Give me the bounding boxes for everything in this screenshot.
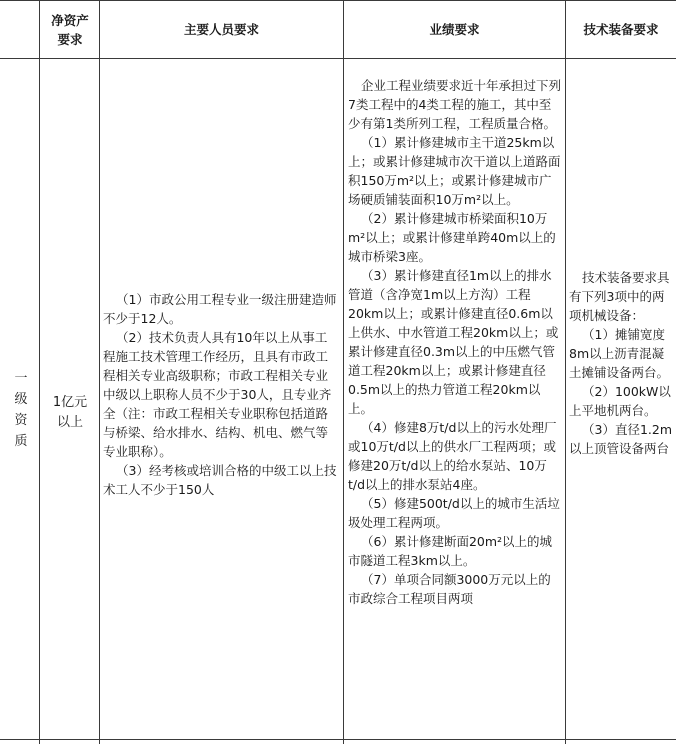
grade-cell xyxy=(11,368,31,452)
header-personnel-label: 主要人员要求 xyxy=(183,22,259,37)
equipment-item-3: （3）直径1.2m以上顶管设备两台 xyxy=(569,422,673,456)
header-performance xyxy=(344,1,565,58)
header-equipment xyxy=(566,1,676,58)
net-assets-cell xyxy=(51,393,89,433)
performance-item-1: （1）累计修建城市主干道25km以上；或累计修建城市次干道以上道路面积150万m²以上；或累计修建城市广场硬质铺装面积10万m²以上。 xyxy=(348,135,561,207)
performance-item-3: （3）累计修建直径1m以上的排水管道（含净宽1m以上方沟）工程20km以上；或累计修建直径0.6m以上供水、中水管道工程20km以上；或累计修建直径0.3m以上的中压燃气管道工程20km以上；或累计修建直径0.5m以上的热力管道工程20km以上。 xyxy=(348,268,559,416)
equipment-item-1: （1）摊铺宽度8m以上沥青混凝土摊铺设备两台。 xyxy=(569,327,670,380)
performance-intro: 企业工程业绩要求近十年承担过下列7类工程中的4类工程的施工，其中至少有第1类所列工程，工程质量合格。 xyxy=(348,78,562,131)
equipment-cell xyxy=(569,268,673,458)
header-net-assets-label: 净资产要求 xyxy=(51,12,89,47)
header-blank xyxy=(0,1,39,58)
personnel-cell xyxy=(103,290,339,499)
column-divider-3 xyxy=(343,0,344,744)
personnel-item-1: （1）市政公用工程专业一级注册建造师不少于12人。 xyxy=(103,292,337,326)
personnel-item-3: （3）经考核或培训合格的中级工以上技术工人不少于150人 xyxy=(103,463,337,497)
performance-item-7: （7）单项合同额3000万元以上的市政综合工程项目两项 xyxy=(348,572,551,606)
performance-cell xyxy=(348,76,562,608)
performance-item-6: （6）累计修建断面20m²以上的城市隧道工程3km以上。 xyxy=(348,534,553,568)
header-performance-label: 业绩要求 xyxy=(429,22,480,37)
performance-item-2: （2）累计修建城市桥梁面积10万m²以上；或累计修建单跨40m以上的城市桥梁3座。 xyxy=(348,211,556,264)
header-equipment-label: 技术装备要求 xyxy=(583,22,659,37)
equipment-intro: 技术装备要求具有下列3项中的两项机械设备： xyxy=(569,270,670,323)
column-divider-2 xyxy=(99,0,100,744)
net-assets-value: 1亿元以上 xyxy=(52,395,88,430)
header-bottom-border xyxy=(0,58,676,59)
personnel-item-2: （2）技术负责人具有10年以上从事工程施工技术管理工作经历，且具有市政工程相关专业高级职称；市政工程相关专业中级以上职称人员不少于30人，且专业齐全（注：市政工程相关专业职称包括道路与桥梁、给水排水、结构、机电、燃气等专业职称）。 xyxy=(103,330,332,459)
equipment-item-2: （2）100kW以上平地机两台。 xyxy=(569,384,671,418)
column-divider-1 xyxy=(39,0,40,744)
column-divider-4 xyxy=(565,0,566,744)
grade-label: 一级资质 xyxy=(14,371,28,449)
header-personnel xyxy=(100,1,343,58)
header-net-assets xyxy=(42,1,98,58)
performance-item-4: （4）修建8万t/d以上的污水处理厂或10万t/d以上的供水厂工程两项；或修建20万t/d以上的给水泵站、10万t/d以上的排水泵站4座。 xyxy=(348,420,557,492)
table-bottom-border xyxy=(0,739,676,740)
performance-item-5: （5）修建500t/d以上的城市生活垃圾处理工程两项。 xyxy=(348,496,560,530)
